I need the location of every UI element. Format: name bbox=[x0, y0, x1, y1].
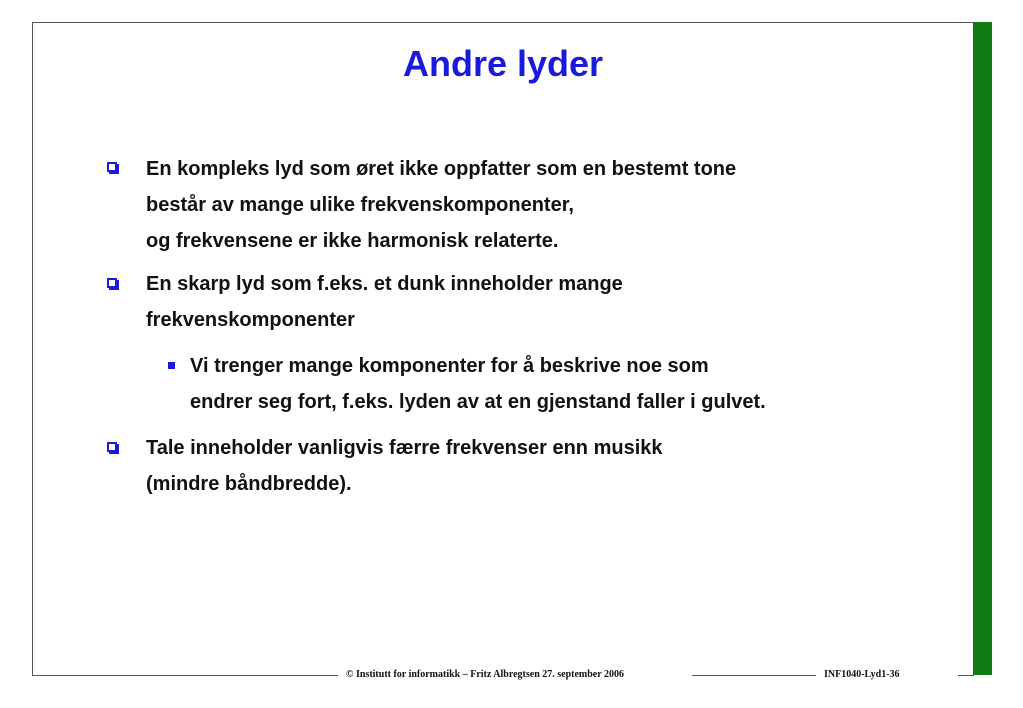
footer-rule-middle bbox=[692, 675, 816, 676]
footer-copyright: © Institutt for informatikk – Fritz Albregtsen 27. september 2006 bbox=[346, 669, 625, 680]
sub-bullet-text-line: endrer seg fort, f.eks. lyden av at en gjenstand faller i gulvet. bbox=[190, 391, 766, 413]
bullet-item-1 bbox=[146, 151, 736, 259]
bullet-text-line: (mindre båndbredde). bbox=[146, 473, 352, 495]
bullet-text-line: og frekvensene er ikke harmonisk relaterte. bbox=[146, 230, 559, 252]
bullet-text-line: En skarp lyd som f.eks. et dunk inneholder mange bbox=[146, 273, 623, 295]
square-bullet-icon bbox=[168, 362, 175, 369]
bullet-item-2 bbox=[146, 266, 623, 338]
sub-bullet-item-1 bbox=[190, 348, 766, 420]
side-accent-bar bbox=[973, 22, 992, 675]
slide-title: Andre lyder bbox=[402, 43, 604, 84]
footer-slide-id: INF1040-Lyd1-36 bbox=[824, 669, 900, 680]
bullet-text-line: frekvenskomponenter bbox=[146, 309, 355, 331]
checkbox-bullet-icon bbox=[107, 278, 117, 288]
sub-bullet-text-line: Vi trenger mange komponenter for å beskrive noe som bbox=[190, 355, 709, 377]
bullet-text-line: Tale inneholder vanligvis færre frekvenser enn musikk bbox=[146, 437, 663, 459]
bullet-text-line: består av mange ulike frekvenskomponenter, bbox=[146, 194, 574, 216]
footer-rule-right bbox=[958, 675, 974, 676]
bullet-item-3 bbox=[146, 430, 663, 502]
bullet-text-line: En kompleks lyd som øret ikke oppfatter som en bestemt tone bbox=[146, 158, 737, 180]
checkbox-bullet-icon bbox=[107, 442, 117, 452]
footer-rule-left bbox=[32, 675, 338, 676]
checkbox-bullet-icon bbox=[107, 162, 117, 172]
